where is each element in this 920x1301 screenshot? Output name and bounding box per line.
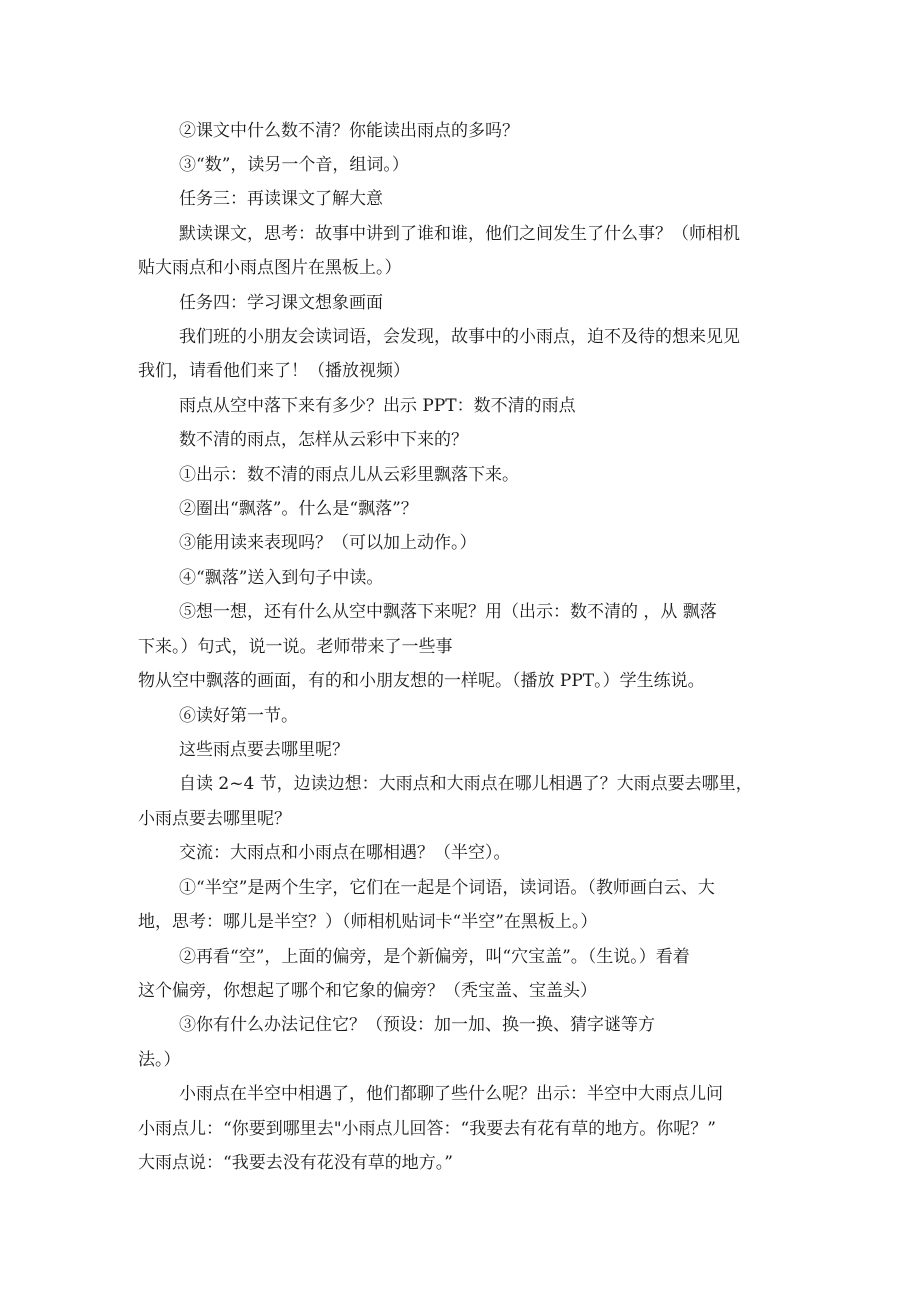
text-line: 数不清的雨点，怎样从云彩中下来的？ <box>179 430 468 450</box>
text-line: 这个偏旁，你想起了哪个和它象的偏旁？（秃宝盖、宝盖头） <box>138 981 597 1001</box>
text-line: 雨点从空中落下来有多少？出示 PPT：数不清的雨点 <box>179 396 576 416</box>
text-line: ②课文中什么数不清？你能读出雨点的多吗？ <box>179 121 519 141</box>
text-line: 下来。）句式，说一说。老师带来了一些事 <box>138 637 453 657</box>
text-line: 法。） <box>138 1050 181 1070</box>
text-line: 小雨点儿：“你要到哪里去"小雨点儿回答：“我要去有花有草的地方。你呢？” <box>138 1119 716 1139</box>
section-heading: 任务三：再读课文了解大意 <box>179 189 383 209</box>
text-line: ①“半空”是两个生字，它们在一起是个词语，读词语。（教师画白云、大 <box>179 878 715 898</box>
text-line: 这些雨点要去哪里呢？ <box>179 740 349 760</box>
text-line: 我们班的小朋友会读词语，会发现，故事中的小雨点，迫不及待的想来见见 <box>179 327 740 347</box>
text-line: 我们，请看他们来了！（播放视频） <box>138 361 410 381</box>
text-line: ①出示：数不清的雨点儿从云彩里飘落下来。 <box>179 465 519 485</box>
text-line: ⑤想一想，还有什么从空中飘落下来呢？用（出示：数不清的 ，从 飘落 <box>179 602 717 622</box>
text-line: ③能用读来表现吗？（可以加上动作。） <box>179 533 477 553</box>
text-line: ③你有什么办法记住它？（预设：加一加、换一换、猜字谜等方 <box>179 1015 655 1035</box>
text-line: 自读 2~4 节，边读边想：大雨点和大雨点在哪儿相遇了？大雨点要去哪里， <box>179 774 753 794</box>
text-line: ②再看“空”，上面的偏旁，是个新偏旁，叫“穴宝盖”。（生说。）看着 <box>179 947 690 967</box>
text-line: 小雨点在半空中相遇了，他们都聊了些什么呢？出示：半空中大雨点儿问 <box>179 1084 723 1104</box>
text-line: 默读课文，思考：故事中讲到了谁和谁，他们之间发生了什么事？（师相机 <box>179 224 740 244</box>
section-heading: 任务四：学习课文想象画面 <box>179 293 383 313</box>
text-line: 物从空中飘落的画面，有的和小朋友想的一样呢。（播放 PPT。）学生练说。 <box>138 671 705 691</box>
text-line: ⑥读好第一节。 <box>179 706 298 726</box>
text-line: ④“飘落”送入到句子中读。 <box>179 568 384 588</box>
text-line: ③“数”，读另一个音，组词。） <box>179 155 409 175</box>
text-line: ②圈出“飘落”。什么是“飘落”？ <box>179 499 418 519</box>
text-line: 大雨点说：“我要去没有花没有草的地方。” <box>138 1153 453 1173</box>
text-line: 贴大雨点和小雨点图片在黑板上。） <box>138 258 402 278</box>
text-line: 地，思考：哪儿是半空？）（师相机贴词卡“半空”在黑板上。） <box>138 912 598 932</box>
text-line: 小雨点要去哪里呢？ <box>138 809 291 829</box>
text-line: 交流：大雨点和小雨点在哪相遇？（半空）。 <box>179 843 511 863</box>
